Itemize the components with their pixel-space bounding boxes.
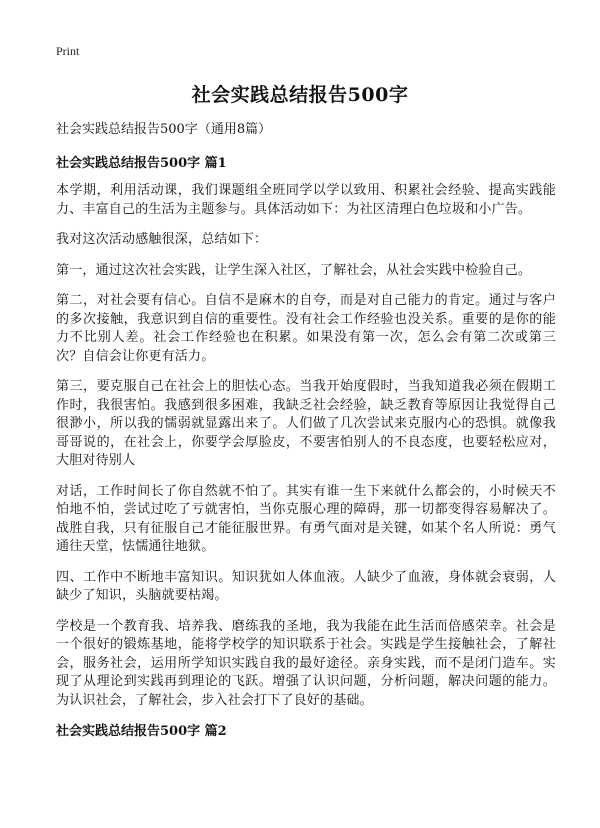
- document-title: 社会实践总结报告500字: [191, 84, 409, 106]
- paragraph: 本学期，利用活动课，我们课题组全班同学以学以致用、积累社会经验、提高实践能力、丰富自己的生活为主题参与。具体活动如下：为社区清理白色垃圾和小广告。: [56, 183, 556, 217]
- paragraph: 对话，工作时间长了你自然就不怕了。其实有谁一生下来就什么都会的，小时候天不怕地不怕，尝试过吃了亏就害怕，当你克服心理的障碍，那一切都变得容易解决了。战胜自我，只有征服自己才能征服世界。有勇气面对是关键，如某个名人所说：勇气通往天堂，怯懦通往地狱。: [56, 483, 556, 554]
- paragraph: 学校是一个教育我、培养我、磨练我的圣地，我为我能在此生活而倍感荣幸。社会是一个很好的锻炼基地，能将学校学的知识联系于社会。实践是学生接触社会，了解社会，服务社会，运用所学知识实践自我的最好途径。亲身实践，而不是闭门造车。实现了从理论到实践再到理论的飞跃。增强了认识问题，分析问题，解决问题的能力。为认识社会，了解社会，步入社会打下了良好的基础。: [56, 618, 556, 708]
- section-heading-1: 社会实践总结报告500字 篇1: [56, 156, 227, 171]
- document-subtitle: 社会实践总结报告500字（通用8篇）: [56, 122, 272, 137]
- paragraph: 第一，通过这次社会实践，让学生深入社区，了解社会，从社会实践中检验自己。: [56, 262, 532, 278]
- paragraph: 我对这次活动感触很深，总结如下：: [56, 232, 268, 247]
- section-heading-2: 社会实践总结报告500字 篇2: [56, 724, 227, 739]
- paragraph: 第三，要克服自己在社会上的胆怯心态。当我开始度假时，当我知道我必须在假期工作时，我很害怕。我感到很多困难，我缺乏社会经验，缺乏教育等原因让我觉得自己很渺小，所以我的懦弱就显露出来了。人们做了几次尝试来克服内心的恐惧。就像我哥哥说的，在社会上，你要学会厚脸皮，不要害怕别人的不良态度，也要轻松应对，大胆对待别人: [56, 379, 556, 468]
- print-link[interactable]: Print: [56, 44, 80, 58]
- document-body: [56, 120, 556, 750]
- paragraph: 四、工作中不断地丰富知识。知识犹如人体血液。人缺少了血液，身体就会衰弱，人缺少了知识，头脑就要枯竭。: [56, 569, 556, 603]
- paragraph: 第二，对社会要有信心。自信不是麻木的自夸，而是对自己能力的肯定。通过与客户的多次接触，我意识到自信的重要性。没有社会工作经验也没关系。重要的是你的能力不比别人差。社会工作经验也在积累。如果没有第一次，怎么会有第二次或第三次？自信会让你更有活力。: [56, 293, 556, 364]
